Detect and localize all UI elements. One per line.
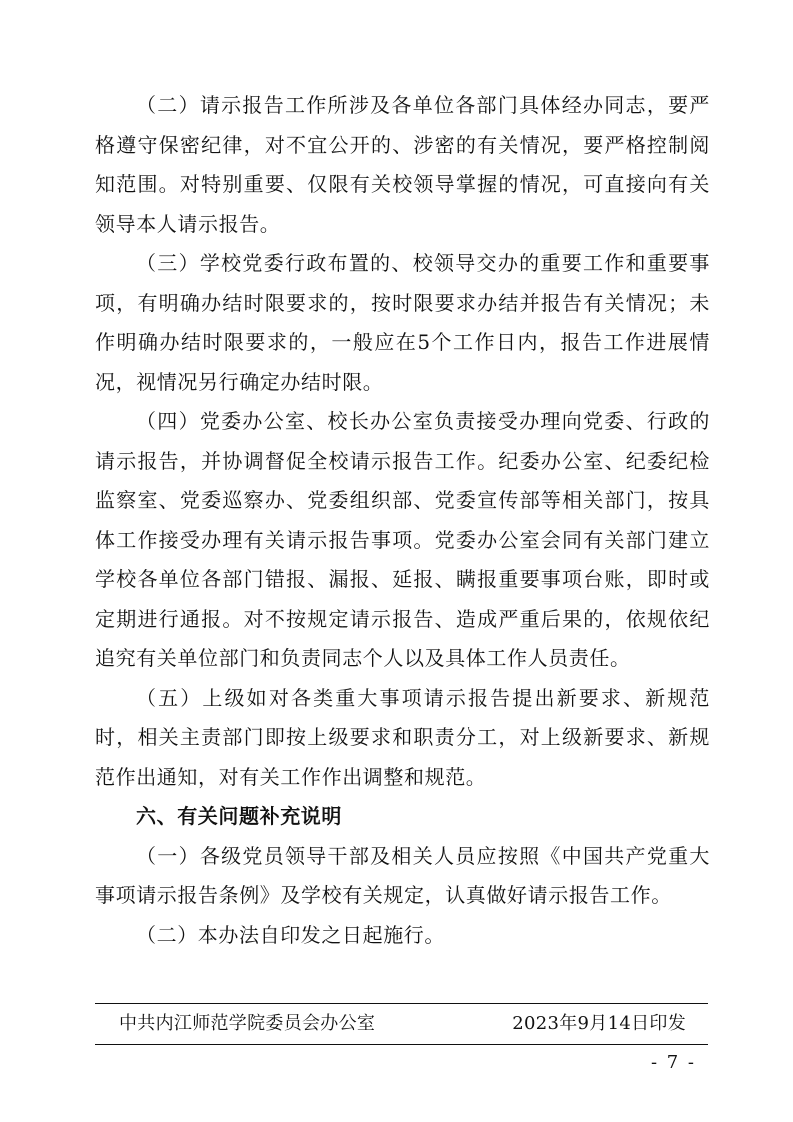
footer-bottom-rule <box>95 1044 708 1045</box>
section-heading: 六、有关问题补充说明 <box>136 804 342 828</box>
paragraph-office-responsibilities: （四）党委办公室、校长办公室负责接受办理向党委、行政的请示报告，并协调督促全校请示报告工作。纪委办公室、纪委纪检监察室、党委巡察办、党委组织部、党委宣传部等相关部门，按具体工作接受办理有关请示报告事项。党委办公室会同有关部门建立学校各单位各部门错报、漏报、延报、瞒报重要事项台账，即时或定期进行通报。对不按规定请示报告、造成严重后果的，依规依纪追究有关单位部门和负责同志个人以及具体工作人员责任。 <box>95 409 710 670</box>
paragraph-deadlines: （三）学校党委行政布置的、校领导交办的重要工作和重要事项，有明确办结时限要求的，按时限要求办结并报告有关情况；未作明确办结时限要求的，一般应在5个工作日内，报告工作进展情况，视情况另行确定办结时限。 <box>95 251 710 394</box>
footer-issuer: 中共内江师范学院委员会办公室 <box>119 1013 376 1034</box>
paragraph-regulations: （一）各级党员领导干部及相关人员应按照《中国共产党重大事项请示报告条例》及学校有关规定，认真做好请示报告工作。 <box>95 843 710 907</box>
footer-top-rule <box>95 1003 708 1004</box>
paragraph-confidentiality: （二）请示报告工作所涉及各单位各部门具体经办同志，要严格遵守保密纪律，对不宜公开的、涉密的有关情况，要严格控制阅知范围。对特别重要、仅限有关校领导掌握的情况，可直接向有关领导本人请示报告。 <box>95 93 710 236</box>
document-body <box>95 86 710 955</box>
page-number: - 7 - <box>650 1052 696 1073</box>
paragraph-effective-date: （二）本办法自印发之日起施行。 <box>136 922 445 947</box>
paragraph-new-requirements: （五）上级如对各类重大事项请示报告提出新要求、新规范时，相关主责部门即按上级要求和职责分工，对上级新要求、新规范作出通知，对有关工作作出调整和规范。 <box>95 685 710 789</box>
footer-issue-date: 2023年9月14日印发 <box>512 1013 686 1034</box>
